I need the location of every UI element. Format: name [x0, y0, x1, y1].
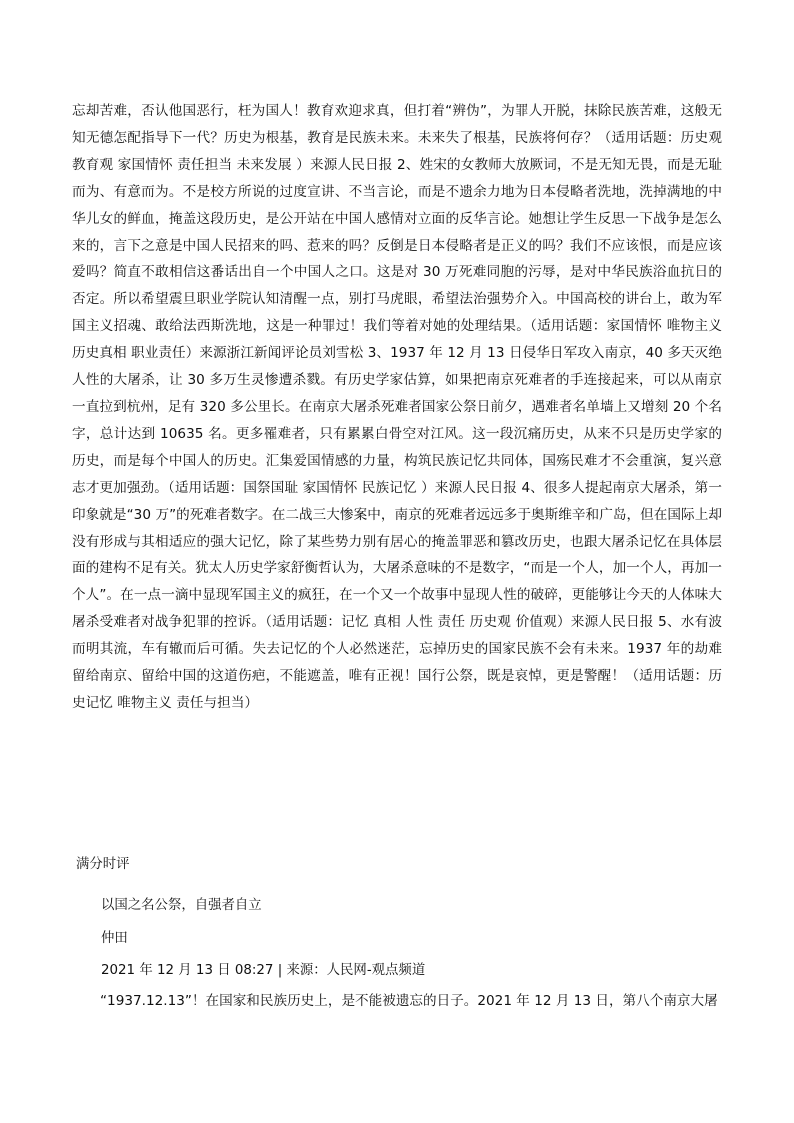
section-title: 满分时评: [76, 857, 130, 872]
author-name: 仲田: [101, 931, 128, 946]
article-meta: 2021 年 12 月 13 日 08:27 | 来源：人民网-观点频道: [101, 963, 426, 978]
body-paragraph: 忘却苦难，否认他国恶行，枉为国人！教育欢迎求真，但打着“辨伪”，为罪人开脱，抹除民族苦难，这般无知无德怎配指导下一代？历史为根基，教育是民族未来。未来失了根基，民族将何存？（适用话题：历史观 教育观 家国情怀 责任担当 未来发展 ）来源人民日报 2、姓宋的女教师大放厥词，不是无知无畏，而是无耻而为、有意而为。不是校方所说的过度宣讲、不当言论，而是不遗余力地为日本侵略者洗地，洗掉满地的中华儿女的鲜血，掩盖这段历史，是公开站在中国人感情对立面的反华言论。她想让学生反思一下战争是怎么来的，言下之意是中国人民招来的吗、惹来的吗？反倒是日本侵略者是正义的吗？我们不应该恨，而是应该爱吗？简直不敢相信这番话出自一个中国人之口。这是对 30 万死难同胞的污辱，是对中华民族浴血抗日的否定。所以希望震旦职业学院认知清醒一点，别打马虎眼，希望法治强势介入。中国高校的讲台上，敢为军国主义招魂、敢给法西斯洗地，这是一种罪过！我们等着对她的处理结果。（适用话题：家国情怀 唯物主义 历史真相 职业责任）来源浙江新闻评论员刘雪松 3、1937 年 12 月 13 日侵华日军攻入南京，40 多天灭绝人性的大屠杀，让 30 多万生灵惨遭杀戮。有历史学家估算，如果把南京死难者的手连接起来，可以从南京一直拉到杭州，足有 320 多公里长。在南京大屠杀死难者国家公祭日前夕，遇难者名单墙上又增刻 20 个名字，总计达到 10635 名。更多罹难者，只有累累白骨空对江风。这一段沉痛历史，从来不只是历史学家的历史，而是每个中国人的历史。汇集爱国情感的力量，构筑民族记忆共同体，国殇民难才不会重演，复兴意志才更加强劲。（适用话题：国祭国耻 家国情怀 民族记忆 ）来源人民日报 4、很多人提起南京大屠杀，第一印象就是“30 万”的死难者数字。在二战三大惨案中，南京的死难者远远多于奥斯维辛和广岛，但在国际上却没有形成与其相适应的强大记忆，除了某些势力别有居心的掩盖罪恶和篡改历史，也跟大屠杀记忆在具体层面的建构不足有关。犹太人历史学家舒衡哲认为，大屠杀意味的不是数字，“而是一个人，加一个人，再加一个人”。在一点一滴中显现军国主义的疯狂，在一个又一个故事中显现人性的破碎，更能够让今天的人体味大屠杀受难者对战争犯罪的控诉。（适用话题：记忆 真相 人性 责任 历史观 价值观）来源人民日报 5、水有波而明其流，车有辙而后可循。失去记忆的个人必然迷茫，忘掉历史的国家民族不会有未来。1937 年的劫难留给南京、留给中国的这道伤疤，不能遮盖，唯有正视！国行公祭，既是哀悼，更是警醒！（适用话题：历史记忆 唯物主义 责任与担当）: [72, 103, 722, 711]
lead-paragraph: “1937.12.13”！在国家和民族历史上，是不能被遗忘的日子。2021 年 12 月 13 日，第八个南京大屠: [100, 993, 718, 1009]
article-title: 以国之名公祭，自强者自立: [101, 898, 262, 913]
